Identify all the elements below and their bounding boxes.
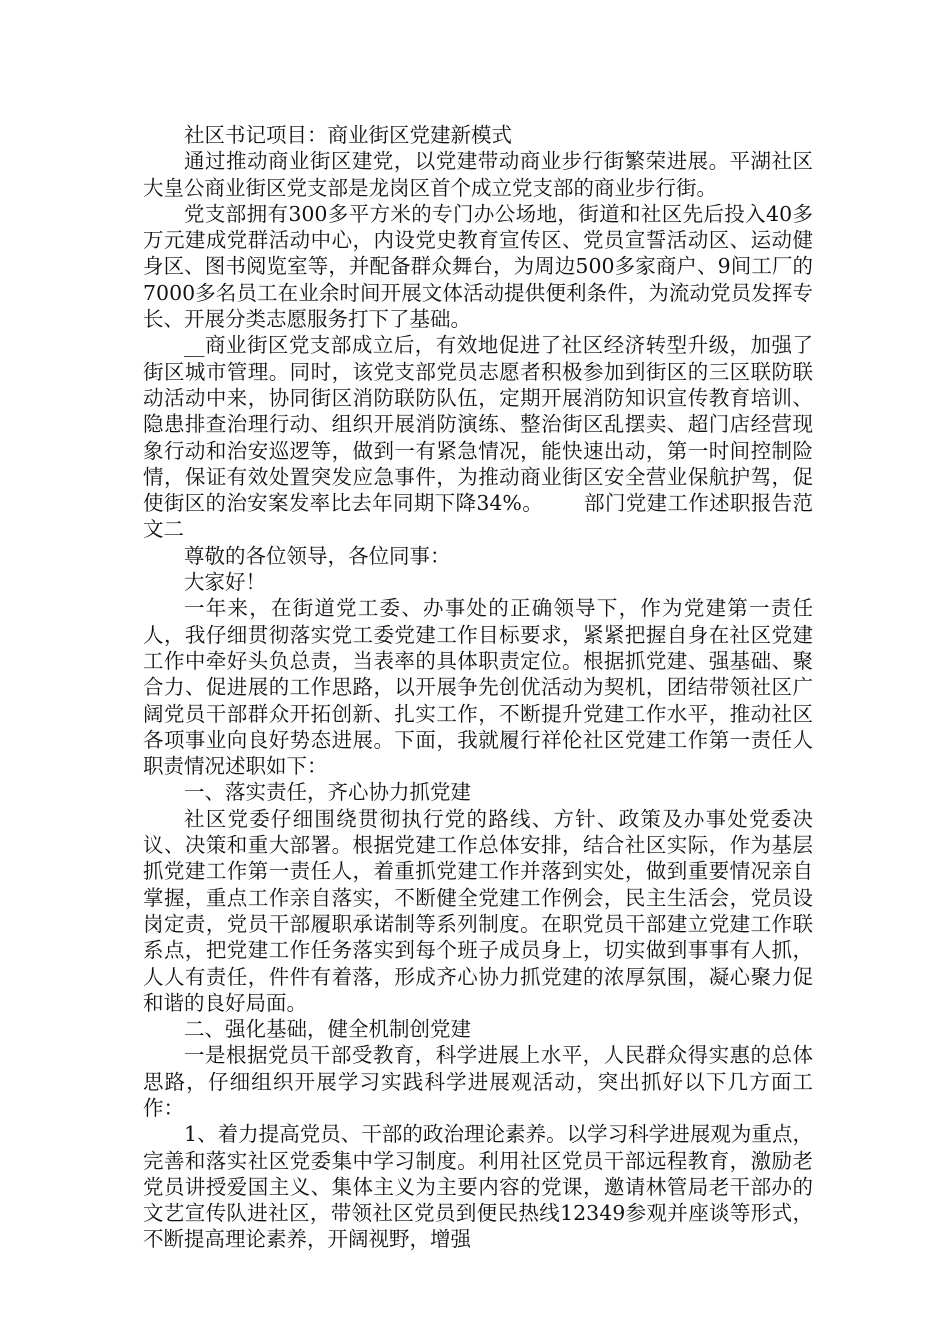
section-heading-1: 一、落实责任，齐心协力抓党建 bbox=[184, 780, 471, 805]
paragraph-3 bbox=[143, 332, 813, 542]
greeting: 大家好！ bbox=[184, 570, 266, 595]
paragraph-3-text: __商业街区党支部成立后，有效地促进了社区经济转型升级，加强了街区城市管理。同时，该党支部党员志愿者积极参加到街区的三区联防联动活动中来，协同街区消防联防队伍，定期开展消防知识宣传教育培训、隐患排查治理行动、组织开展消防演练、整治街区乱摆卖、超门店经营现象行动和治安巡逻等，做到一有紧急情况，能快速出动，第一时间控制险情，保证有效处置突发应急事件，为推动商业街区安全营业保航护驾，促使街区的治安案发率比去年同期下降34%。 bbox=[143, 333, 813, 516]
paragraph-1: 通过推动商业街区建党，以党建带动商业步行街繁荣进展。平湖社区大皇公商业街区党支部是龙岗区首个成立党支部的商业步行街。 bbox=[143, 149, 813, 200]
document-body bbox=[143, 122, 813, 1253]
report-title-inline: 部门党建工作述职报告范文二 bbox=[143, 491, 813, 542]
paragraph-section-1: 社区党委仔细围绕贯彻执行党的路线、方针、政策及办事处党委决议、决策和重大部署。根据党建工作总体安排，结合社区实际，作为基层抓党建工作第一责任人，着重抓党建工作并落到实处，做到重要情况亲自掌握，重点工作亲自落实，不断健全党建工作例会，民主生活会，党员设岗定责，党员干部履职承诺制等系列制度。在职党员干部建立党建工作联系点，把党建工作任务落实到每个班子成员身上，切实做到事事有人抓，人人有责任，件件有着落，形成齐心协力抓党建的浓厚氛围，凝心聚力促和谐的良好局面。 bbox=[143, 806, 813, 1015]
paragraph-2: 党支部拥有300多平方米的专门办公场地，街道和社区先后投入40多万元建成党群活动中心，内设党史教育宣传区、党员宣誓活动区、运动健身区、图书阅览室等，并配备群众舞台，为周边500多家商户、9间工厂的7000多名员工在业余时间开展文体活动提供便利条件，为流动党员发挥专长、开展分类志愿服务打下了基础。 bbox=[143, 201, 813, 332]
paragraph-intro: 一年来，在街道党工委、办事处的正确领导下，作为党建第一责任人，我仔细贯彻落实党工委党建工作目标要求，紧紧把握自身在社区党建工作中牵好头负总责，当表率的具体职责定位。根据抓党建、强基础、聚合力、促进展的工作思路，以开展争先创优活动为契机，团结带领社区广阔党员干部群众开拓创新、扎实工作，不断提升党建工作水平，推动社区各项事业向良好势态进展。下面，我就履行祥伦社区党建工作第一责任人职责情况述职如下： bbox=[143, 596, 813, 779]
salutation: 尊敬的各位领导，各位同事： bbox=[184, 543, 451, 568]
document-title: 社区书记项目：商业街区党建新模式 bbox=[184, 123, 512, 147]
paragraph-section-2: 一是根据党员干部受教育，科学进展上水平，人民群众得实惠的总体思路，仔细组织开展学习实践科学进展观活动，突出抓好以下几方面工作： bbox=[143, 1043, 813, 1120]
section-heading-2: 二、强化基础，健全机制创党建 bbox=[184, 1017, 471, 1042]
paragraph-item-1: 1、着力提高党员、干部的政治理论素养。以学习科学进展观为重点，完善和落实社区党委集中学习制度。利用社区党员干部远程教育，激励老党员讲授爱国主义、集体主义为主要内容的党课，邀请林管局老干部办的文艺宣传队进社区，带领社区党员到便民热线12349参观并座谈等形式，不断提高理论素养，开阔视野，增强 bbox=[143, 1122, 813, 1252]
